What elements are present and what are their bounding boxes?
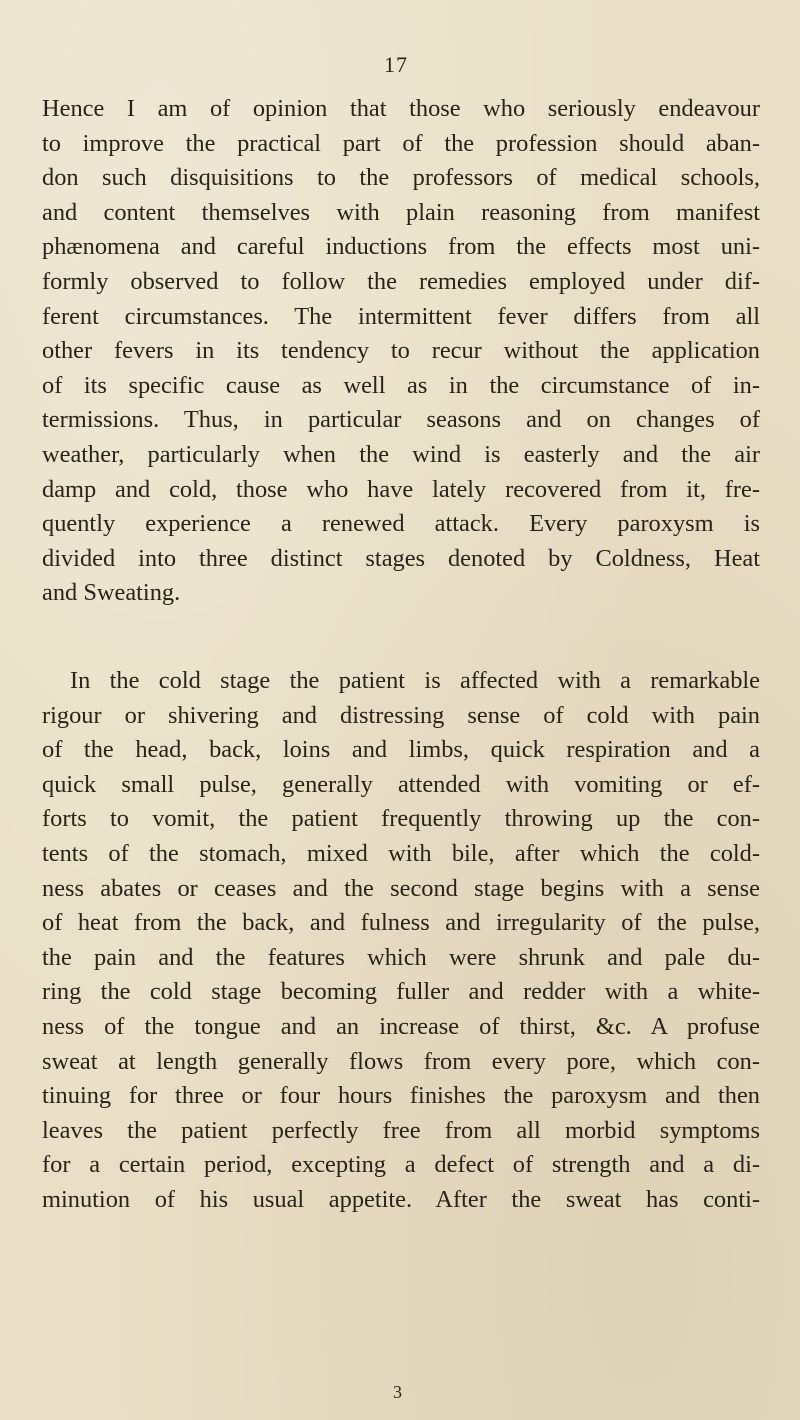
signature-mark: 3 <box>393 1382 402 1402</box>
text-line: Hence I am of opinion that those who seriously endeavour <box>42 95 760 122</box>
text-line: and content themselves with plain reasoning from manifest <box>42 198 760 226</box>
text-line: of its specific cause as well as in the circumstance of in- <box>42 371 760 399</box>
text-line: In the cold stage the patient is affected with a remarkable <box>70 667 760 694</box>
text-line: the pain and the features which were shrunk and pale du- <box>42 943 760 971</box>
text-line: ferent circumstances. The intermittent fever differs from all <box>42 302 760 330</box>
text-line: to improve the practical part of the profession should aban- <box>42 129 760 157</box>
text-line: don such disquisitions to the professors of medical schools, <box>42 164 760 192</box>
text-line: tents of the stomach, mixed with bile, after which the cold- <box>42 839 760 867</box>
text-line: weather, particularly when the wind is easterly and the air <box>42 440 760 468</box>
text-line: divided into three distinct stages denoted by Coldness, Heat <box>42 544 760 572</box>
text-line: for a certain period, excepting a defect of strength and a di- <box>42 1151 760 1179</box>
text-line: quick small pulse, generally attended with vomiting or ef- <box>42 770 760 798</box>
text-line: leaves the patient perfectly free from all morbid symptoms <box>42 1116 760 1144</box>
text-line: formly observed to follow the remedies employed under dif- <box>42 267 760 295</box>
text-line: quently experience a renewed attack. Every paroxysm is <box>42 510 760 538</box>
text-line: minution of his usual appetite. After the sweat has conti- <box>42 1185 760 1213</box>
text-line: forts to vomit, the patient frequently throwing up the con- <box>42 805 760 833</box>
text-line: ness of the tongue and an increase of thirst, &c. A profuse <box>42 1012 760 1040</box>
paragraph-2 <box>42 664 760 1218</box>
text-line: and Sweating. <box>42 579 181 607</box>
text-line: of heat from the back, and fulness and irregularity of the pulse, <box>42 909 760 937</box>
text-line: ness abates or ceases and the second stage begins with a sense <box>42 874 760 902</box>
text-line: of the head, back, loins and limbs, quick respiration and a <box>42 736 760 764</box>
text-line: rigour or shivering and distressing sense of cold with pain <box>42 701 760 729</box>
text-line: phænomena and careful inductions from the effects most uni- <box>42 233 760 261</box>
paragraph-1 <box>42 92 760 611</box>
text-line: other fevers in its tendency to recur without the application <box>42 337 760 365</box>
page-number: 17 <box>384 52 408 77</box>
text-line: termissions. Thus, in particular seasons and on changes of <box>42 406 760 434</box>
text-line: tinuing for three or four hours finishes the paroxysm and then <box>42 1082 760 1110</box>
text-line: damp and cold, those who have lately recovered from it, fre- <box>42 475 760 503</box>
text-line: ring the cold stage becoming fuller and redder with a white- <box>42 978 760 1006</box>
text-line: sweat at length generally flows from every pore, which con- <box>42 1047 760 1075</box>
